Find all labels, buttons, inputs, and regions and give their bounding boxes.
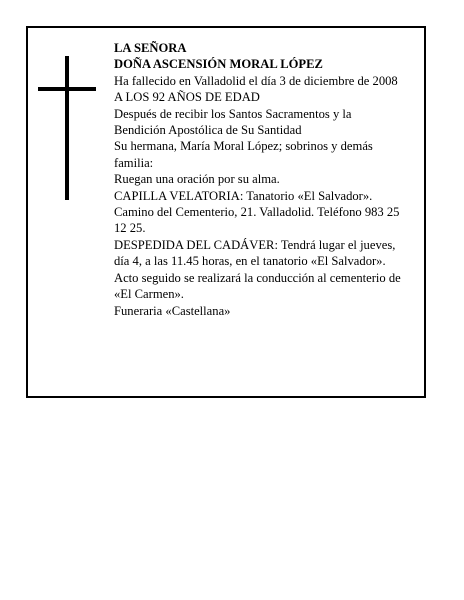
cross-horizontal-bar <box>38 87 96 91</box>
family-line: Su hermana, María Moral López; sobrinos y demás familia: <box>114 139 373 170</box>
sacraments-line: Después de recibir los Santos Sacramentos y la Bendición Apostólica de Su Santidad <box>114 106 352 138</box>
latin-cross-icon <box>38 56 96 200</box>
notice-text <box>114 40 404 319</box>
age-line: A LOS 92 AÑOS DE EDAD <box>114 90 260 105</box>
farewell-info: DESPEDIDA DEL CADÁVER: Tendrá lugar el jueves, día 4, a las 11.45 horas, en el tanatorio «El Salvador». Acto seguido se realizará la conducción al cementerio de «El Carmen». <box>114 237 401 302</box>
chapel-info: CAPILLA VELATORIA: Tanatorio «El Salvador». Camino del Cementerio, 21. Valladolid. Teléfono 983 25 12 25. <box>114 188 400 236</box>
death-info: Ha fallecido en Valladolid el día 3 de diciembre de 2008 <box>114 73 398 88</box>
funeral-home: Funeraria «Castellana» <box>114 303 231 318</box>
deceased-name: DOÑA ASCENSIÓN MORAL LÓPEZ <box>114 57 323 72</box>
prayer-line: Ruegan una oración por su alma. <box>114 172 280 187</box>
cross-vertical-bar <box>65 56 69 200</box>
notice-title: LA SEÑORA <box>114 41 187 55</box>
obituary-notice <box>26 26 426 398</box>
